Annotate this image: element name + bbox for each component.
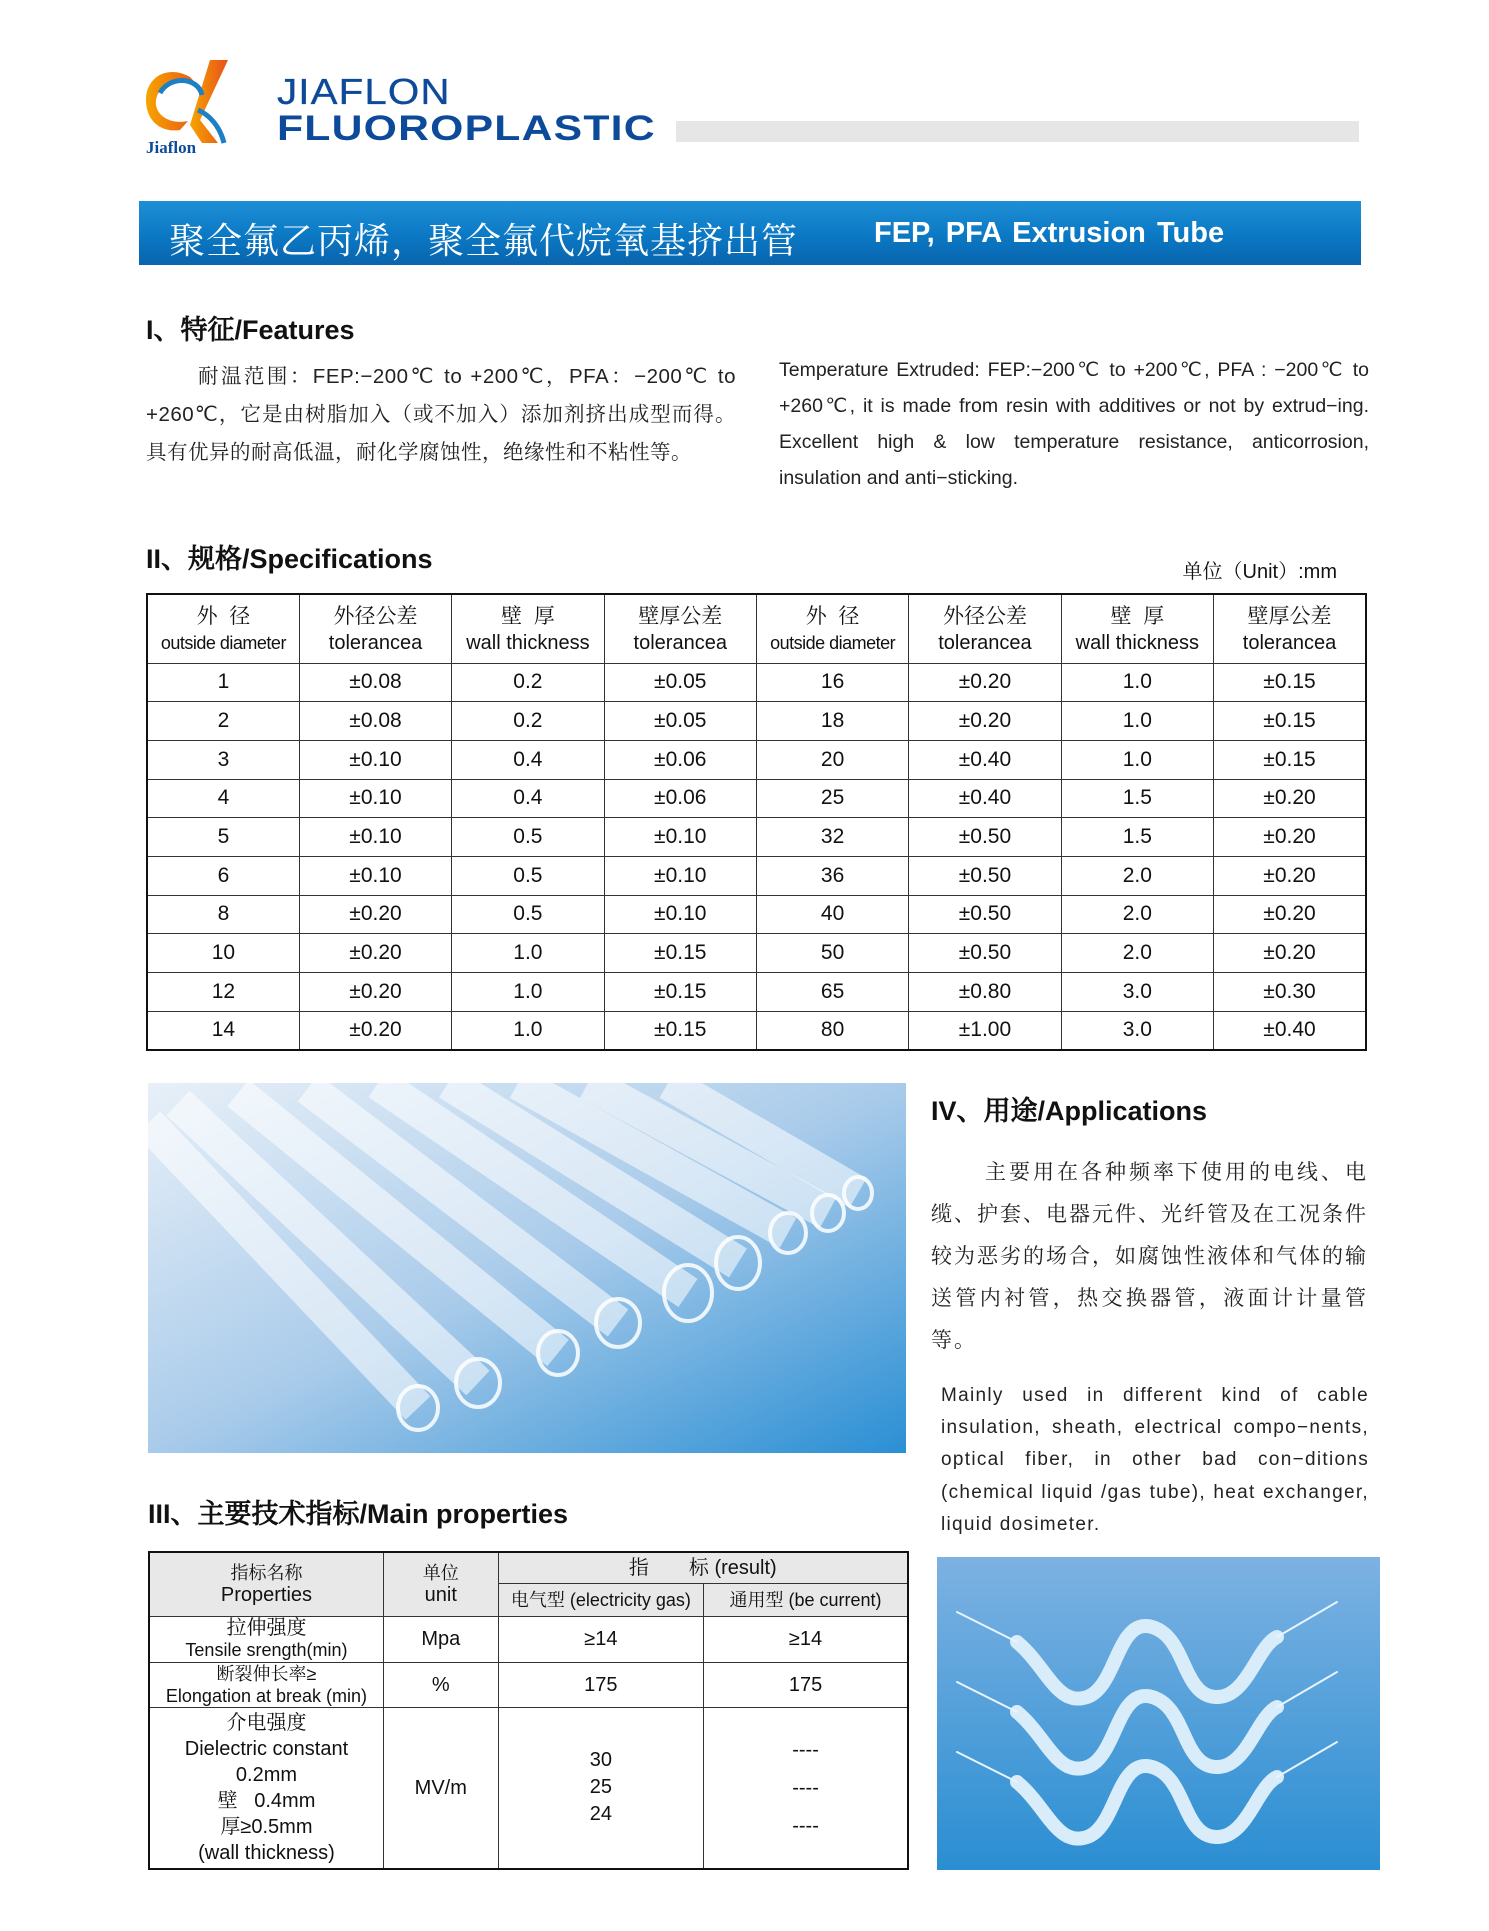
specifications-table	[146, 593, 1367, 1051]
table-row	[147, 895, 1366, 934]
table-cell: ±0.05	[604, 702, 756, 741]
table-cell: ±0.05	[604, 663, 756, 702]
property-name-en: Elongation at break (min)	[165, 1685, 368, 1706]
property-value: 30	[589, 1749, 612, 1772]
title-cn: 聚全氟乙丙烯，聚全氟代烷氧基挤出管	[169, 220, 799, 261]
table-cell: 1.0	[452, 973, 604, 1012]
table-cell: 36	[756, 856, 908, 895]
table-cell: 1.0	[452, 1011, 604, 1050]
column-header-en: wall thickness	[1075, 631, 1200, 654]
table-row	[147, 779, 1366, 818]
header-result: 指 标 (result)	[498, 1552, 908, 1583]
table-cell: 10	[147, 934, 299, 973]
table-row	[147, 663, 1366, 702]
column-header-cn: 外 径	[805, 604, 860, 628]
property-value: ----	[792, 1814, 819, 1837]
thickness-line: 壁 0.4mm	[217, 1789, 316, 1812]
table-cell: ±0.40	[1214, 1011, 1366, 1050]
table-row	[147, 934, 1366, 973]
column-header-en: tolerancea	[328, 631, 423, 654]
table-cell: ±0.20	[299, 1011, 451, 1050]
table-cell: ±0.15	[604, 973, 756, 1012]
table-cell: ±0.50	[909, 856, 1061, 895]
header-electricity-gas: 电气型 (electricity gas)	[498, 1583, 703, 1616]
table-cell: ±0.10	[299, 779, 451, 818]
title-en: FEP, PFA Extrusion Tube	[874, 217, 1225, 249]
thickness-line: (wall thickness)	[198, 1841, 335, 1864]
fep-tubes-photo	[148, 1083, 906, 1453]
property-value: ≥14	[498, 1616, 703, 1662]
properties-table	[148, 1551, 909, 1870]
features-text-en: Temperature Extruded: FEP:−200℃ to +200℃, PFA : −200℃ to +260℃, it is made from resin with additives or not by extrud−ing. Excellent high & low temperature resistance, anticorrosion, insulation and anti−sticking.	[779, 359, 1369, 489]
table-cell: 16	[756, 663, 908, 702]
table-cell: 1.0	[1061, 663, 1213, 702]
table-row	[147, 1011, 1366, 1050]
table-cell: 0.4	[452, 740, 604, 779]
table-cell: 1.0	[452, 934, 604, 973]
table-cell: 3.0	[1061, 1011, 1213, 1050]
thickness-line: 厚≥0.5mm	[220, 1815, 313, 1838]
table-cell: ±0.20	[1214, 934, 1366, 973]
table-cell: 12	[147, 973, 299, 1012]
table-cell: ±0.40	[909, 740, 1061, 779]
table-cell: ±0.08	[299, 663, 451, 702]
table-cell: 1.5	[1061, 818, 1213, 857]
table-cell: 0.4	[452, 779, 604, 818]
table-cell: ±0.10	[604, 856, 756, 895]
table-cell: ±0.08	[299, 702, 451, 741]
column-header-cn: 壁厚公差	[1247, 604, 1332, 628]
table-cell: 18	[756, 702, 908, 741]
property-value: 175	[704, 1662, 908, 1707]
thickness-line: 0.2mm	[235, 1763, 298, 1786]
table-cell: 1.0	[1061, 740, 1213, 779]
table-cell: 3.0	[1061, 973, 1213, 1012]
table-cell: ±0.10	[604, 818, 756, 857]
table-row	[149, 1707, 908, 1869]
table-row	[147, 740, 1366, 779]
table-cell: ±0.80	[909, 973, 1061, 1012]
table-cell: 2.0	[1061, 895, 1213, 934]
property-value: 175	[498, 1662, 703, 1707]
brand-subtitle: FLUOROPLASTIC	[277, 109, 656, 148]
table-cell: 32	[756, 818, 908, 857]
table-cell: ±0.20	[909, 663, 1061, 702]
title-banner	[139, 201, 1361, 265]
table-cell: ±0.20	[909, 702, 1061, 741]
property-unit: Mpa	[383, 1616, 498, 1662]
property-value: ----	[792, 1776, 819, 1799]
table-row	[149, 1616, 908, 1662]
table-cell: ±0.50	[909, 895, 1061, 934]
table-cell: 6	[147, 856, 299, 895]
table-cell: 50	[756, 934, 908, 973]
column-header-cn: 外径公差	[942, 604, 1027, 628]
table-cell: 2	[147, 702, 299, 741]
table-cell: 5	[147, 818, 299, 857]
table-cell: ±0.15	[604, 1011, 756, 1050]
header-name-en: Properties	[220, 1584, 313, 1607]
table-row	[147, 702, 1366, 741]
column-header-cn: 壁 厚	[501, 604, 555, 628]
table-cell: 20	[756, 740, 908, 779]
table-cell: 0.5	[452, 818, 604, 857]
table-row	[149, 1662, 908, 1707]
table-cell: 40	[756, 895, 908, 934]
column-header-cn: 壁厚公差	[638, 604, 723, 628]
header-unit-en: unit	[424, 1584, 457, 1607]
features-text-cn: 耐温范围：FEP:−200℃ to +200℃，PFA：−200℃ to +260℃，它是由树脂加入（或不加入）添加剂挤出成型而得。具有优异的耐高低温，耐化学腐蚀性，绝缘性和不粘性等。	[146, 365, 736, 464]
table-cell: ±0.10	[604, 895, 756, 934]
column-header	[452, 594, 604, 663]
table-cell: 8	[147, 895, 299, 934]
specifications-heading: II、规格/Specifications	[146, 544, 433, 574]
table-cell: ±1.00	[909, 1011, 1061, 1050]
column-header	[299, 594, 451, 663]
table-cell: ±0.10	[299, 818, 451, 857]
table-cell: ±0.20	[1214, 779, 1366, 818]
features-heading: I、特征/Features	[146, 315, 355, 345]
table-row	[147, 818, 1366, 857]
table-cell: ±0.20	[1214, 895, 1366, 934]
brand-name: JIAFLON	[277, 71, 451, 112]
table-cell: ±0.15	[1214, 702, 1366, 741]
table-cell: ±0.10	[299, 856, 451, 895]
property-name-en: Tensile srength(min)	[185, 1640, 348, 1660]
table-cell: 0.2	[452, 702, 604, 741]
column-header	[604, 594, 756, 663]
table-cell: ±0.20	[299, 934, 451, 973]
table-cell: ±0.15	[604, 934, 756, 973]
header-unit-cn: 单位	[422, 1563, 459, 1584]
property-value: ----	[792, 1738, 819, 1761]
property-value: 24	[589, 1803, 612, 1826]
table-cell: ±0.06	[604, 740, 756, 779]
column-header-cn: 壁 厚	[1110, 604, 1165, 628]
table-cell: 2.0	[1061, 856, 1213, 895]
column-header-cn: 外径公差	[333, 604, 418, 628]
column-header-en: wall thickness	[466, 631, 590, 654]
coiled-tube-photo	[937, 1557, 1380, 1870]
property-unit: %	[383, 1662, 498, 1707]
table-cell: 4	[147, 779, 299, 818]
table-cell: 1	[147, 663, 299, 702]
column-header-en: outside diameter	[160, 632, 286, 653]
property-name-cn: 介电强度	[226, 1711, 307, 1734]
table-cell: 1.5	[1061, 779, 1213, 818]
column-header	[756, 594, 908, 663]
table-cell: ±0.10	[299, 740, 451, 779]
table-cell: ±0.40	[909, 779, 1061, 818]
header-name-cn: 指标名称	[230, 1563, 303, 1584]
table-cell: ±0.15	[1214, 740, 1366, 779]
svg-text:Jiaflon: Jiaflon	[146, 138, 197, 155]
table-cell: 1.0	[1061, 702, 1213, 741]
column-header	[147, 594, 299, 663]
property-name-en: Dielectric constant	[184, 1737, 349, 1760]
header-divider-bar	[676, 121, 1359, 142]
table-cell: 25	[756, 779, 908, 818]
header-be-current: 通用型 (be current)	[704, 1583, 908, 1616]
table-cell: 14	[147, 1011, 299, 1050]
table-row	[147, 856, 1366, 895]
table-cell: 0.5	[452, 895, 604, 934]
table-cell: 3	[147, 740, 299, 779]
table-cell: 80	[756, 1011, 908, 1050]
column-header	[1061, 594, 1213, 663]
table-cell: ±0.20	[1214, 856, 1366, 895]
column-header-cn: 外 径	[196, 604, 251, 628]
unit-label: 单位（Unit）:mm	[1182, 561, 1337, 583]
table-cell: ±0.20	[299, 973, 451, 1012]
table-cell: ±0.30	[1214, 973, 1366, 1012]
table-cell: ±0.20	[1214, 818, 1366, 857]
column-header	[1214, 594, 1366, 663]
column-header-en: tolerancea	[633, 631, 727, 654]
table-cell: ±0.50	[909, 934, 1061, 973]
applications-text-cn: 主要用在各种频率下使用的电线、电缆、护套、电器元件、光纤管及在工况条件较为恶劣的场合，如腐蚀性液体和气体的输送管内衬管，热交换器管，液面计计量管等。	[931, 1161, 1368, 1352]
table-cell: ±0.15	[1214, 663, 1366, 702]
applications-text-en: Mainly used in different kind of cable insulation, sheath, electrical compo−nents, optical fiber, in other bad con−ditions (chemical liquid /gas tube), heat exchanger, liquid dosimeter.	[941, 1385, 1369, 1535]
properties-heading: III、主要技术指标/Main properties	[148, 1499, 569, 1529]
property-value: 25	[589, 1776, 612, 1799]
table-cell: ±0.06	[604, 779, 756, 818]
property-name-cn: 断裂伸长率≥	[216, 1663, 317, 1684]
column-header-en: tolerancea	[1242, 631, 1337, 654]
applications-heading: IV、用途/Applications	[931, 1096, 1208, 1126]
column-header	[909, 594, 1061, 663]
property-unit: MV/m	[383, 1707, 498, 1869]
table-cell: 0.5	[452, 856, 604, 895]
table-cell: 0.2	[452, 663, 604, 702]
table-row	[147, 973, 1366, 1012]
property-value: ≥14	[704, 1616, 908, 1662]
property-name-cn: 拉伸强度	[226, 1617, 307, 1639]
column-header-en: tolerancea	[938, 631, 1032, 654]
table-cell: ±0.20	[299, 895, 451, 934]
table-cell: 2.0	[1061, 934, 1213, 973]
table-cell: 65	[756, 973, 908, 1012]
column-header-en: outside diameter	[770, 632, 896, 653]
table-cell: ±0.50	[909, 818, 1061, 857]
jiaflon-logo	[140, 55, 255, 155]
